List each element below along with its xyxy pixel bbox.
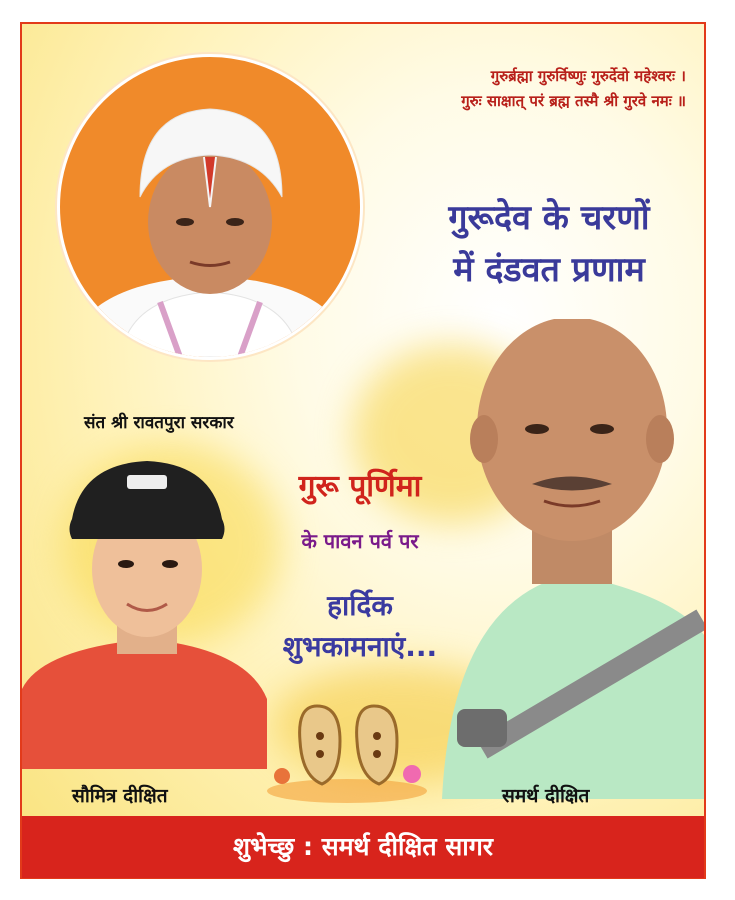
guru-portrait-oval [57,54,363,360]
right-person-photo [422,319,706,799]
poster-frame [20,22,706,879]
shloka-line-1: गुरुर्ब्रह्मा गुरुर्विष्णुः गुरुर्देवो महेश्वरः । [490,67,686,85]
festival-title: गुरू पूर्णिमा [298,469,422,504]
shloka-line-2: गुरुः साक्षात् परं ब्रह्म तस्मै श्री गुरवे नमः ॥ [461,92,686,110]
guru-name-caption: संत श्री रावतपुरा सरकार [84,413,234,433]
heading-line-1: गुरूदेव के चरणों [448,198,650,238]
footer-banner: शुभेच्छु : समर्थ दीक्षित सागर [22,816,704,878]
charan-paduka-illustration [262,696,432,806]
heading-line-2: में दंडवत प्रणाम [453,250,645,290]
shloka-text [461,64,686,114]
festival-subtitle: के पावन पर्व पर [301,529,419,553]
left-person-photo [22,449,272,769]
guru-portrait-image [60,57,360,357]
left-person-name: सौमित्र दीक्षित [72,785,168,807]
wishes-line-1: हार्दिक [327,589,393,622]
right-person-name: समर्थ दीक्षित [502,785,590,807]
wishes-line-2: शुभकामनाएं... [282,630,438,663]
main-heading [374,192,706,296]
